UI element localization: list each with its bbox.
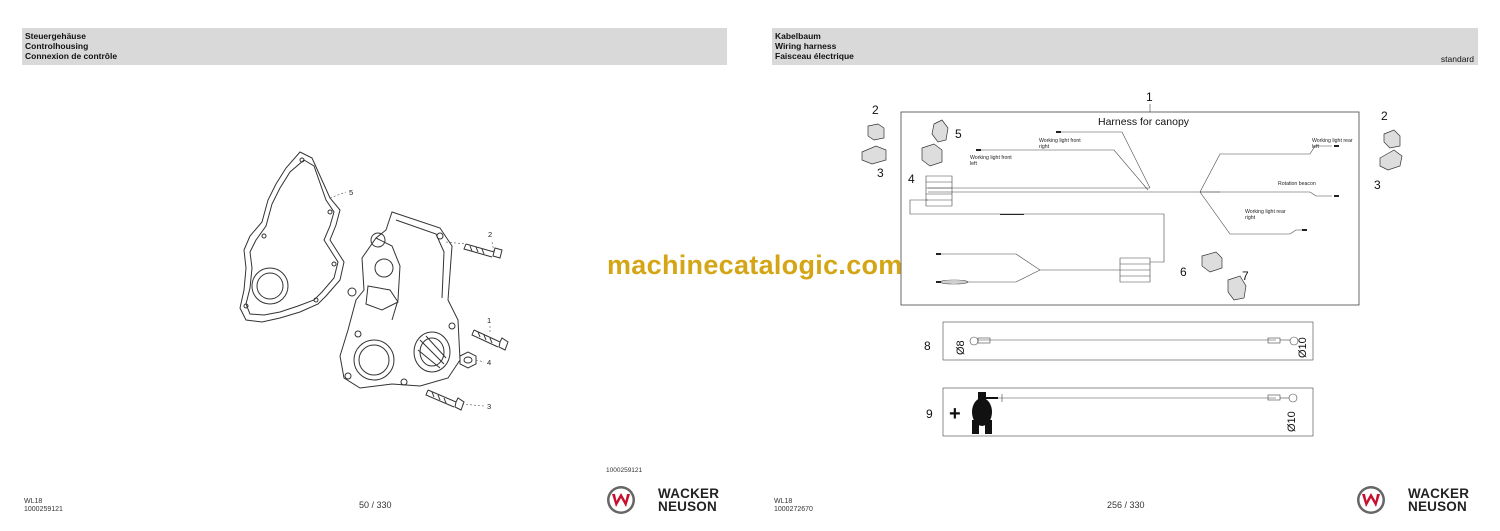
left-callout-4: 4: [487, 358, 492, 367]
right-callout-1: 1: [1146, 90, 1153, 104]
left-logo-text: [658, 487, 719, 513]
left-callout-3: 3: [487, 402, 492, 411]
right-logo-text: [1408, 487, 1469, 513]
cable-8-right-diameter: Ø10: [1297, 337, 1309, 358]
watermark-text: machinecatalogic.com: [607, 250, 903, 280]
left-footer-model: [24, 498, 63, 514]
right-page-number: 256 / 330: [1107, 500, 1145, 510]
bolt-1-part: [472, 330, 508, 350]
cable-8-left-diameter: Ø8: [955, 340, 967, 355]
connector-part-4: [922, 144, 942, 166]
right-callout-5: 5: [955, 127, 962, 141]
label-working-light-rear-left-2: left: [1312, 144, 1319, 150]
left-callout-5: 5: [349, 188, 354, 197]
left-logo-line2: NEUSON: [658, 499, 717, 514]
label-working-light-front-left-2: left: [970, 161, 977, 167]
right-title-de: Kabelbaum: [775, 31, 821, 41]
right-wacker-neuson-logo: [1356, 485, 1470, 520]
wacker-neuson-w-icon: [606, 485, 636, 515]
left-title-de: Steuergehäuse: [25, 31, 86, 41]
right-title-en: Wiring harness: [775, 41, 837, 52]
right-callout-3-left: 3: [877, 166, 884, 180]
connector-part-3-left: [862, 146, 886, 164]
cable-9-box: [943, 388, 1313, 436]
harness-title: Harness for canopy: [1098, 116, 1190, 128]
bolt-3-part: [426, 390, 464, 410]
wacker-neuson-w-icon: [1356, 485, 1386, 515]
right-logo-line1: WACKER: [1408, 486, 1470, 501]
right-callout-9: 9: [926, 407, 933, 421]
label-working-light-front-right-2: right: [1039, 144, 1050, 150]
connector-part-2-left: [868, 124, 884, 140]
left-title-en: Controlhousing: [25, 41, 89, 52]
left-title-fr: Connexion de contrôle: [25, 51, 118, 62]
left-wacker-neuson-logo: [606, 485, 720, 520]
label-working-light-front-right-1: Working light front: [1039, 138, 1081, 144]
left-model-number: 1000259121: [24, 506, 63, 513]
label-working-light-rear-right-1: Working light rear: [1245, 209, 1286, 215]
right-callout-2-left: 2: [872, 103, 879, 117]
right-callout-8: 8: [924, 339, 931, 353]
cable-9-right-diameter: Ø10: [1286, 411, 1298, 432]
left-callout-2: 2: [488, 230, 493, 239]
right-callout-2-right: 2: [1381, 109, 1388, 123]
right-callout-6: 6: [1180, 265, 1187, 279]
battery-clamp-icon: [972, 392, 998, 434]
connector-part-6: [1202, 252, 1222, 272]
right-model-name: WL18: [774, 498, 793, 505]
connector-part-3-right: [1380, 150, 1402, 170]
right-callout-7: 7: [1242, 269, 1249, 283]
label-working-light-rear-left-1: Working light rear: [1312, 138, 1353, 144]
label-working-light-front-left-1: Working light front: [970, 155, 1012, 161]
left-page-number: 50 / 330: [359, 500, 392, 510]
bolt-2-part: [464, 244, 502, 258]
right-model-number: 1000272670: [774, 506, 813, 513]
label-rotation-beacon: Rotation beacon: [1278, 181, 1316, 187]
left-model-name: WL18: [24, 498, 43, 505]
cable-9-plus-sign: +: [949, 403, 961, 425]
right-variant-label: standard: [1440, 54, 1474, 64]
cable-8-box: [943, 322, 1313, 360]
left-logo-line1: WACKER: [658, 486, 720, 501]
label-working-light-rear-right-2: right: [1245, 215, 1256, 221]
connector-part-5: [932, 120, 948, 142]
gasket-part: [240, 152, 344, 322]
right-logo-line2: NEUSON: [1408, 499, 1467, 514]
connector-part-2-right: [1384, 130, 1400, 148]
right-title-fr: Faisceau électrique: [775, 51, 854, 62]
right-callout-3-right: 3: [1374, 178, 1381, 192]
right-callout-4: 4: [908, 172, 915, 186]
left-document-number: 1000259121: [606, 467, 643, 474]
right-footer-model: [774, 498, 813, 514]
left-callout-1: 1: [487, 316, 492, 325]
housing-part: [340, 212, 460, 388]
nut-4-part: [460, 352, 476, 368]
